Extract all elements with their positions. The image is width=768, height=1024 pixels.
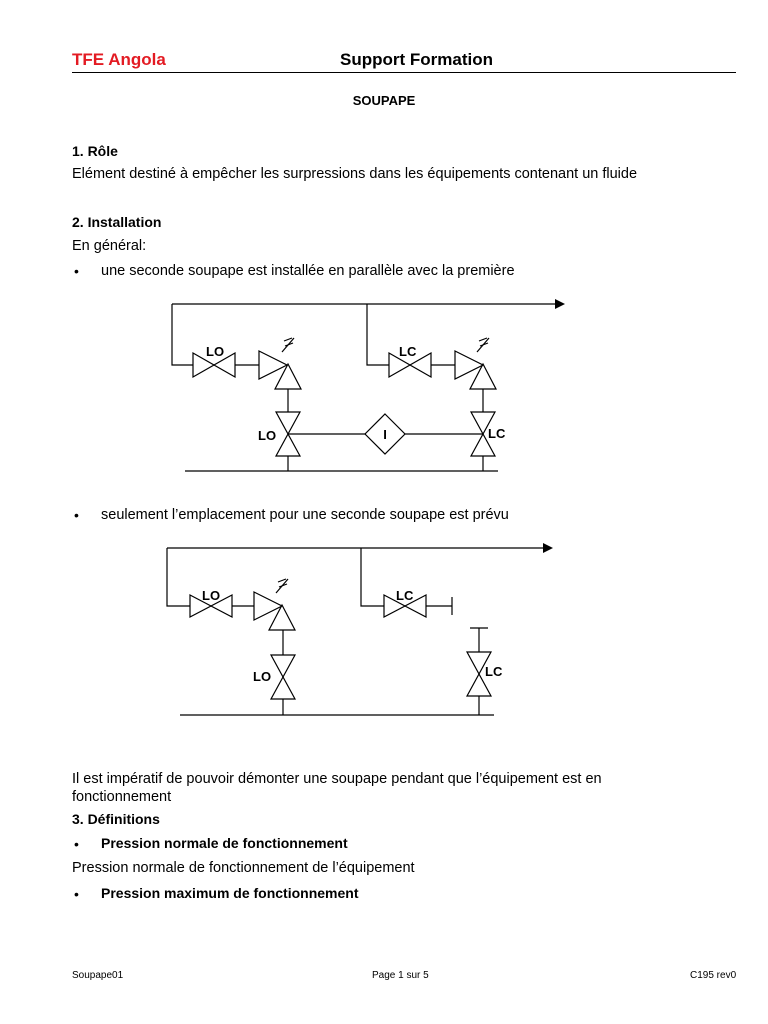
footer-doc-id: Soupape01	[72, 970, 124, 981]
installation-note-line-2: fonctionnement	[72, 789, 172, 805]
label-lc-bottom-right: LC	[485, 664, 503, 679]
label-lo-top-left: LO	[202, 588, 221, 603]
section-installation-heading: 2. Installation	[72, 214, 162, 230]
installation-bullet-2: seulement l’emplacement pour une seconde soupape est prévu	[101, 507, 509, 523]
section-role-heading: 1. Rôle	[72, 143, 118, 159]
relief-valve-outlet	[254, 592, 282, 620]
definition-item-2: Pression maximum de fonctionnement	[101, 885, 359, 901]
label-lo-top-left: LO	[206, 344, 225, 359]
label-interlock: I	[383, 427, 387, 442]
installation-bullet-1: une seconde soupape est installée en parallèle avec la première	[101, 263, 515, 279]
label-lo-bottom-left: LO	[258, 428, 277, 443]
section-role-text: Elément destiné à empêcher les surpressions dans les équipements contenant un fluide	[72, 166, 638, 182]
footer-revision: C195 rev0	[690, 970, 737, 981]
document-title: SOUPAPE	[352, 93, 416, 108]
block-valve-lo-bottom-left	[271, 655, 295, 677]
footer-page-number: Page 1 sur 5	[372, 970, 429, 981]
label-lo-bottom-left: LO	[253, 669, 272, 684]
label-lc-bottom-right: LC	[488, 426, 506, 441]
definition-item-1-text: Pression normale de fonctionnement de l’équipement	[72, 860, 415, 876]
bullet-marker: •	[74, 263, 79, 279]
bullet-marker: •	[74, 886, 79, 902]
section-definitions-heading: 3. Définitions	[72, 811, 160, 827]
label-lc-top-right: LC	[399, 344, 417, 359]
header-title: Support Formation	[340, 50, 493, 69]
relief-valve-inlet	[269, 605, 295, 630]
bullet-marker: •	[74, 507, 79, 523]
company-name: TFE Angola	[72, 50, 166, 69]
installation-note-line-1: Il est impératif de pouvoir démonter une soupape pendant que l’équipement est en	[72, 771, 602, 787]
installation-intro: En général:	[72, 238, 147, 254]
bullet-marker: •	[74, 836, 79, 852]
label-lc-top-right: LC	[396, 588, 414, 603]
definition-item-1: Pression normale de fonctionnement	[101, 835, 348, 851]
